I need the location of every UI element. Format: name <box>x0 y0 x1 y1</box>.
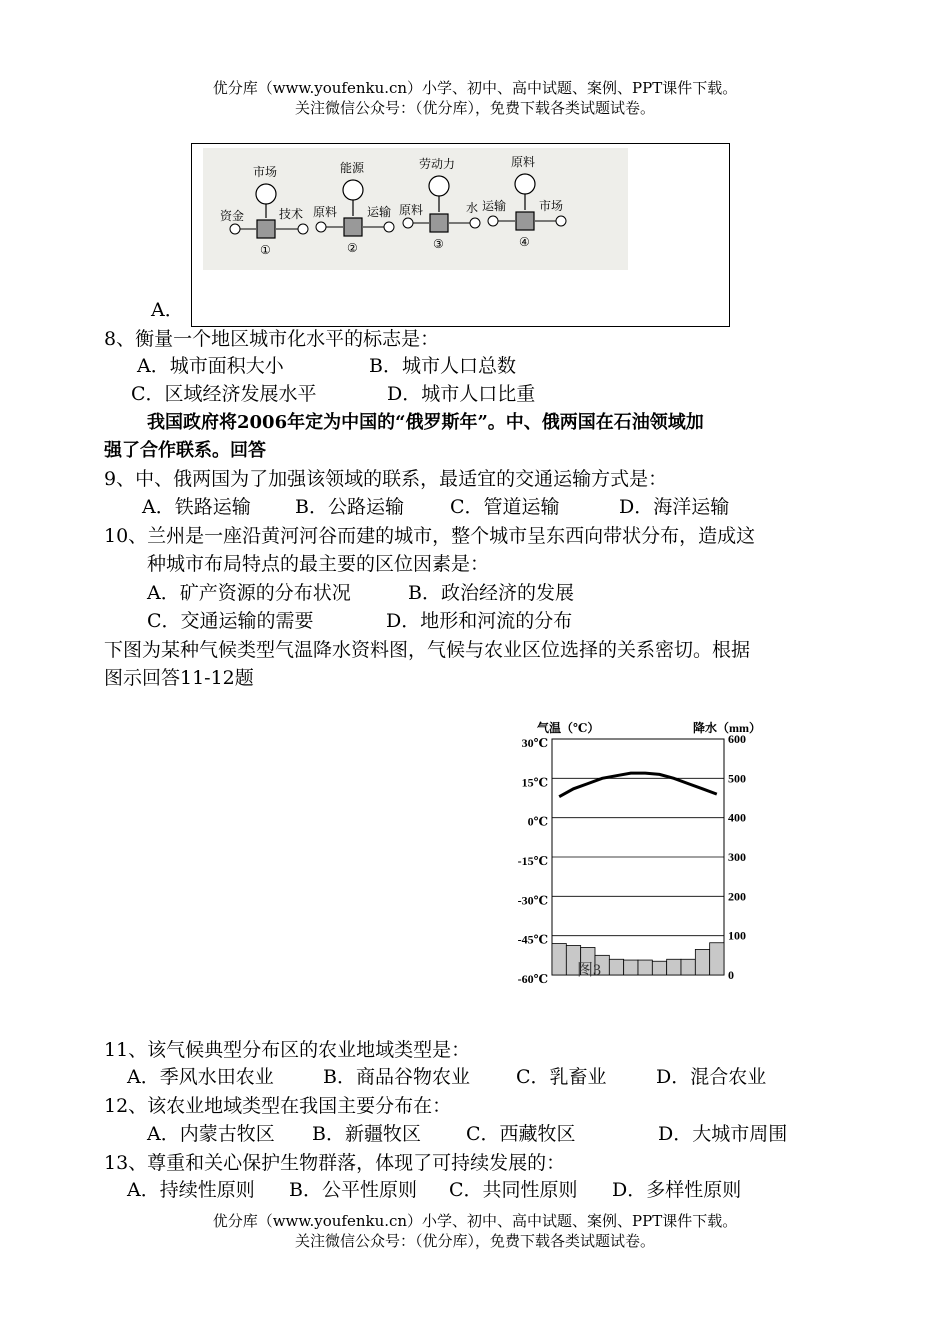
right-tick-label: 400 <box>728 810 746 825</box>
precipitation-bar <box>638 960 652 975</box>
location-factors-diagram <box>203 148 628 270</box>
q9-option-a: A．铁路运输 <box>142 496 251 518</box>
right-tick-label: 100 <box>728 928 746 943</box>
precipitation-bar <box>695 949 709 975</box>
right-tick-label: 300 <box>728 850 746 864</box>
label-transport-2: 运输 <box>482 199 507 213</box>
precipitation-bar <box>652 961 666 975</box>
circle-market <box>256 184 276 204</box>
q12-stem: 12、该农业地域类型在我国主要分布在： <box>104 1095 452 1117</box>
q11-option-d: D．混合农业 <box>656 1066 767 1088</box>
right-tick-label: 500 <box>728 771 746 786</box>
q11-option-c: C．乳畜业 <box>516 1066 607 1088</box>
label-transport-1: 运输 <box>367 205 392 219</box>
label-raw-2: 原料 <box>399 203 424 217</box>
precipitation-bar <box>609 959 623 975</box>
q9-option-b: B．公路运输 <box>295 496 404 518</box>
precipitation-bar <box>552 944 566 975</box>
q8-option-c: C．区域经济发展水平 <box>131 383 317 405</box>
q8-option-d: D．城市人口比重 <box>387 383 536 405</box>
label-water: 水 <box>466 201 479 215</box>
header-line-2: 关注微信公众号：（优分库），免费下载各类试题试卷。 <box>294 99 655 117</box>
number-1: ① <box>260 243 271 257</box>
left-tick-label: 30℃ <box>521 736 548 750</box>
label-market: 市场 <box>253 165 278 179</box>
label-raw-1: 原料 <box>313 205 338 219</box>
label-labor: 劳动力 <box>419 157 456 171</box>
q10-option-a: A．矿产资源的分布状况 <box>147 582 351 604</box>
q13-option-b: B．公平性原则 <box>289 1179 417 1201</box>
left-tick-label: -30℃ <box>517 893 548 908</box>
location-factors-figure <box>203 148 628 270</box>
right-tick-label: 0 <box>728 968 734 982</box>
factor-box-2 <box>344 218 362 236</box>
q9-option-c: C．管道运输 <box>450 496 560 518</box>
q10-stem-2: 种城市布局特点的最主要的区位因素是： <box>147 553 490 575</box>
q12-option-d: D．大城市周围 <box>658 1123 788 1145</box>
q9-stem: 9、中、俄两国为了加强该领域的联系，最适宜的交通运输方式是： <box>104 468 668 490</box>
intro-line-2: 图示回答11-12题 <box>104 667 254 689</box>
precipitation-bar <box>710 943 724 975</box>
label-technology: 技术 <box>279 207 304 221</box>
q13-option-d: D．多样性原则 <box>612 1179 742 1201</box>
factor-box-1 <box>257 220 275 238</box>
number-2: ② <box>347 241 358 255</box>
q11-option-b: B．商品谷物农业 <box>323 1066 470 1088</box>
passage-line-1: 我国政府将2006年定为中国的“俄罗斯年”。中、俄两国在石油领域加 <box>147 412 704 433</box>
q8-option-a: A．城市面积大小 <box>137 355 284 377</box>
number-4: ④ <box>519 235 530 249</box>
q10-option-d: D．地形和河流的分布 <box>386 610 573 632</box>
footer-line-2: 关注微信公众号：（优分库），免费下载各类试题试卷。 <box>294 1232 655 1250</box>
chart-caption: 图3 <box>577 962 602 979</box>
q12-option-c: C．西藏牧区 <box>466 1123 576 1145</box>
precipitation-bar <box>667 959 681 975</box>
temperature-line <box>559 773 717 797</box>
right-tick-label: 200 <box>728 889 746 904</box>
label-energy: 能源 <box>340 161 365 175</box>
q11-stem: 11、该气候典型分布区的农业地域类型是： <box>104 1039 471 1061</box>
climate-chart <box>495 712 785 992</box>
q8-option-b: B．城市人口总数 <box>369 355 516 377</box>
label-capital: 资金 <box>220 209 245 223</box>
circle-energy <box>343 180 363 200</box>
number-3: ③ <box>433 237 444 251</box>
label-raw-material: 原料 <box>511 155 536 169</box>
factor-box-3 <box>430 214 448 232</box>
factor-box-4 <box>516 212 534 230</box>
label-market-2: 市场 <box>539 199 564 213</box>
q13-stem: 13、尊重和关心保护生物群落，体现了可持续发展的： <box>104 1152 566 1174</box>
intro-line-1: 下图为某种气候类型气温降水资料图，气候与农业区位选择的关系密切。根据 <box>104 639 751 661</box>
q10-stem-1: 10、兰州是一座沿黄河河谷而建的城市，整个城市呈东西向带状分布，造成这 <box>104 525 756 547</box>
footer-line-1: 优分库（www.youfenku.cn）小学、初中、高中试题、案例、PPT课件下载。 <box>212 1212 738 1230</box>
precipitation-bar <box>624 960 638 975</box>
q13-option-a: A．持续性原则 <box>127 1179 255 1201</box>
passage-line-2: 强了合作联系。回答 <box>104 440 266 461</box>
precipitation-bar <box>681 959 695 975</box>
circle-labor <box>429 176 449 196</box>
q12-option-b: B．新疆牧区 <box>312 1123 421 1145</box>
chart-right-axis-title: 降水（mm） <box>693 721 761 735</box>
right-tick-label: 600 <box>728 732 746 746</box>
header-line-1: 优分库（www.youfenku.cn）小学、初中、高中试题、案例、PPT课件下载。 <box>212 79 738 97</box>
chart-left-axis-title: 气温（℃） <box>537 721 600 735</box>
circle-raw-material <box>515 174 535 194</box>
q10-option-b: B．政治经济的发展 <box>408 582 574 604</box>
q8-stem: 8、衡量一个地区城市化水平的标志是： <box>104 328 440 350</box>
q10-option-c: C．交通运输的需要 <box>147 610 314 632</box>
q12-option-a: A．内蒙古牧区 <box>147 1123 275 1145</box>
q7-option-a: A． <box>151 299 184 321</box>
left-tick-label: -15℃ <box>517 854 548 868</box>
left-tick-label: 0℃ <box>527 814 548 829</box>
q11-option-a: A．季风水田农业 <box>127 1066 274 1088</box>
left-tick-label: -45℃ <box>517 932 548 947</box>
left-tick-label: 15℃ <box>521 775 548 790</box>
q13-option-c: C．共同性原则 <box>449 1179 578 1201</box>
left-tick-label: -60℃ <box>517 972 548 986</box>
q9-option-d: D．海洋运输 <box>619 496 730 518</box>
